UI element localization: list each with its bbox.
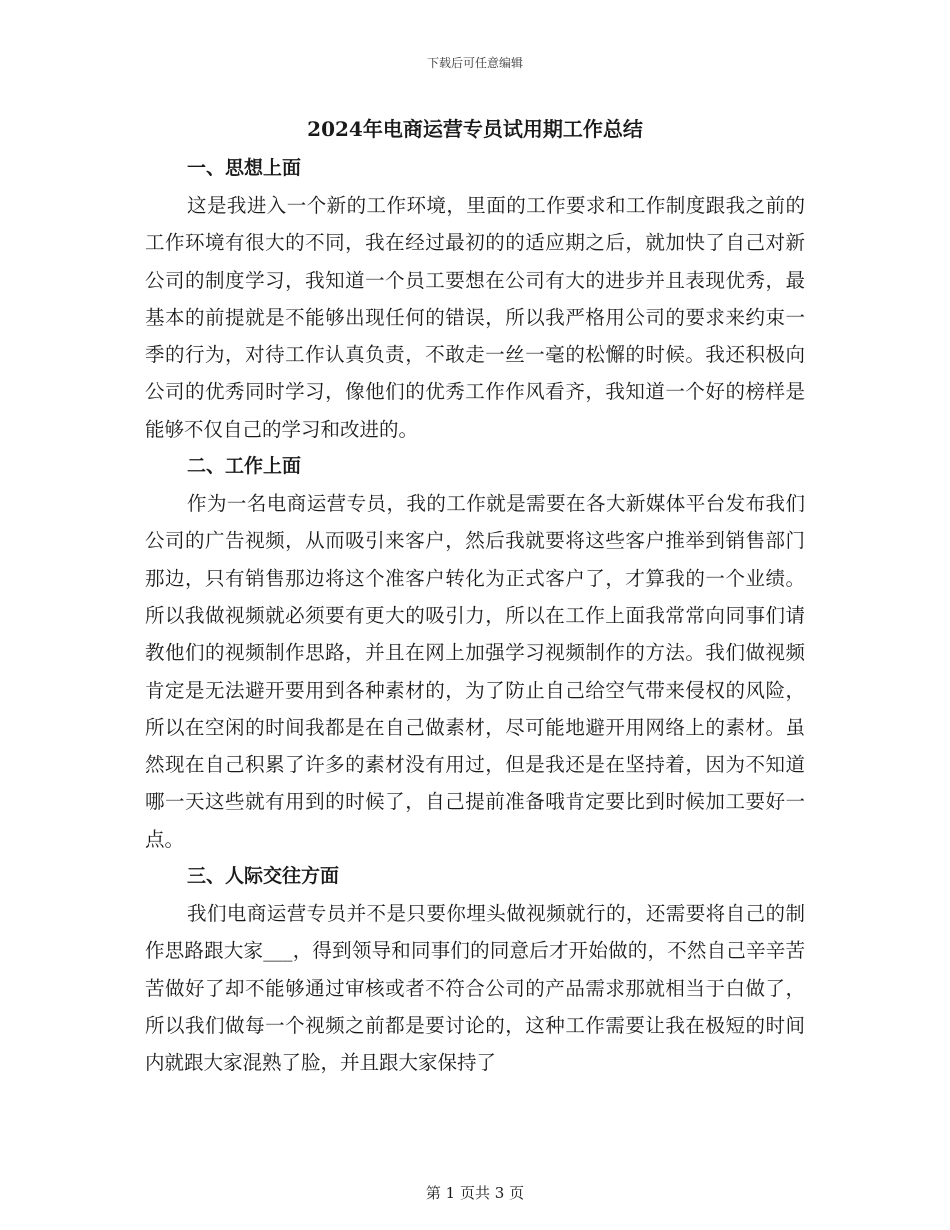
section-heading-work: 二、工作上面 [187, 455, 302, 478]
section-paragraph-thought: 这是我进入一个新的工作环境，里面的工作要求和工作制度跟我之前的工作环境有很大的不同，我在经过最初的的适应期之后，就加快了自己对新公司的制度学习，我知道一个员工要想在公司有大的进步并且表现优秀，最基本的前提就是不能够出现任何的错误，所以我严格用公司的要求来约束一季的行为，对待工作认真负责，不敢走一丝一毫的松懈的时候。我还积极向公司的优秀同时学习，像他们的优秀工作作风看齐，我知道一个好的榜样是能够不仅自己的学习和改进的。 [145, 194, 805, 441]
document-body [145, 112, 805, 1082]
header-note: 下载后可任意编辑 [426, 56, 523, 70]
section-paragraph-work: 作为一名电商运营专员，我的工作就是需要在各大新媒体平台发布我们公司的广告视频，从而吸引来客户，然后我就要将这些客户推举到销售部门那边，只有销售那边将这个准客户转化为正式客户了，才算我的一个业绩。所以我做视频就必须要有更大的吸引力，所以在工作上面我常常向同事们请教他们的视频制作思路，并且在网上加强学习视频制作的方法。我们做视频肯定是无法避开要用到各种素材的，为了防止自己给空气带来侵权的风险，所以在空闲的时间我都是在自己做素材，尽可能地避开用网络上的素材。虽然现在自己积累了许多的素材没有用过，但是我还是在坚持着，因为不知道哪一天这些就有用到的时候了，自己提前准备哦肯定要比到时候加工要好一点。 [145, 492, 805, 851]
section-heading-interpersonal: 三、人际交往方面 [187, 865, 340, 888]
section-heading-thought: 一、思想上面 [187, 157, 302, 179]
document-title: 2024年电商运营专员试用期工作总结 [307, 117, 643, 141]
page-number-footer: 第 1 页共 3 页 [425, 1184, 525, 1202]
section-paragraph-interpersonal: 我们电商运营专员并不是只要你埋头做视频就行的，还需要将自己的制作思路跟大家___，得到领导和同事们的同意后才开始做的，不然自己辛辛苦苦做好了却不能够通过审核或者不符合公司的产品需求那就相当于白做了，所以我们做每一个视频之前都是要讨论的，这种工作需要让我在极短的时间内就跟大家混熟了脸，并且跟大家保持了 [145, 902, 805, 1075]
